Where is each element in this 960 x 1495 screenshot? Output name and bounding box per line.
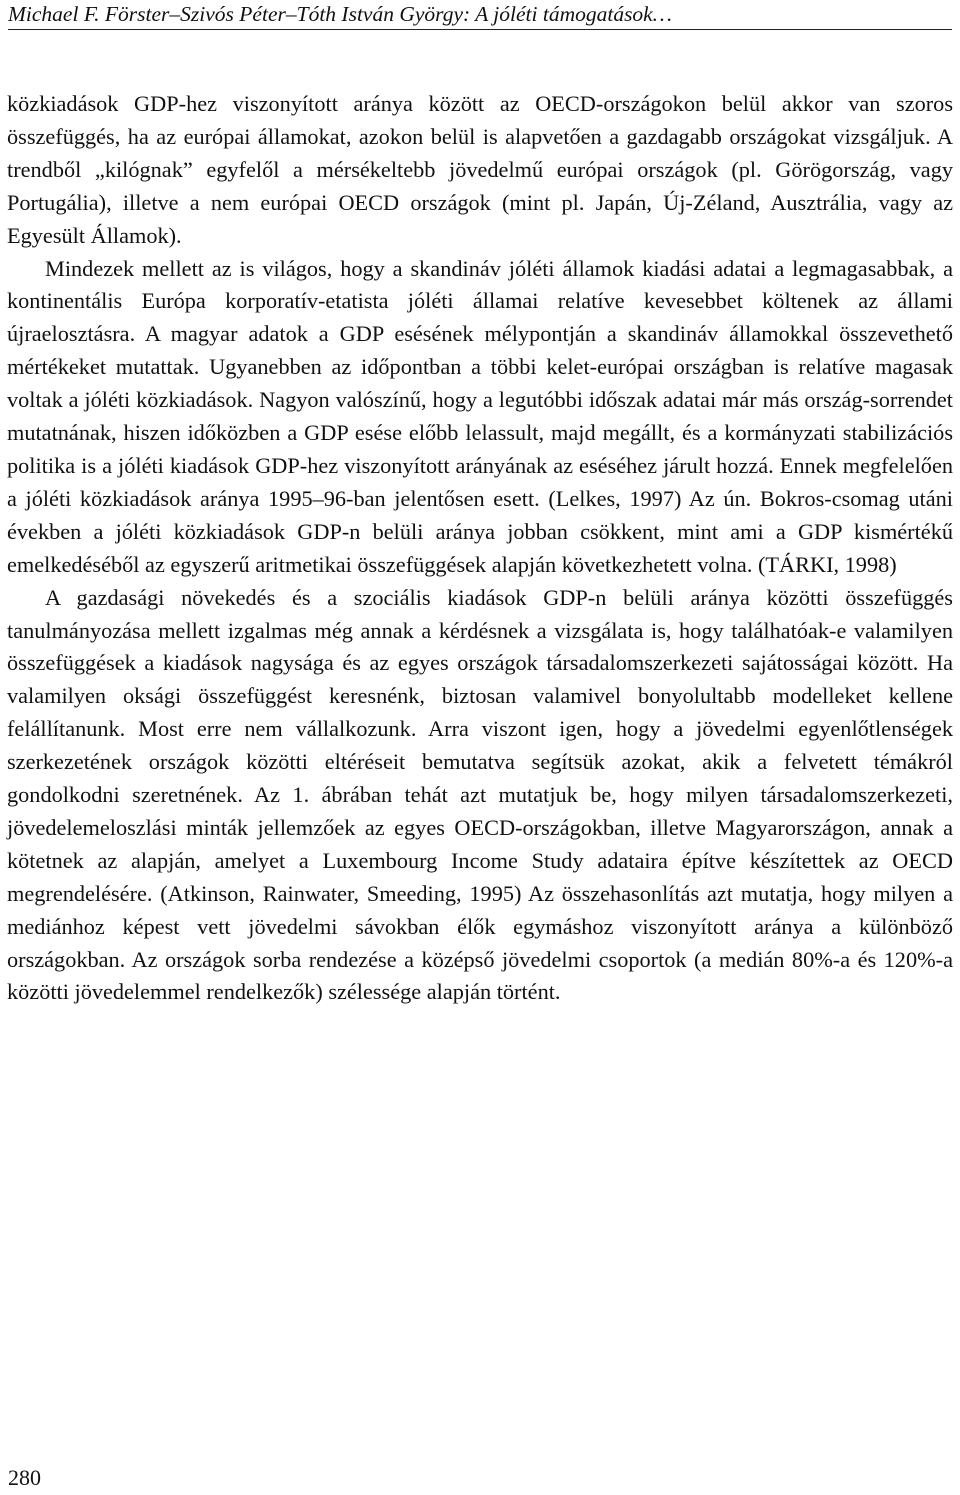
paragraph-3: A gazdasági növekedés és a szociális kiadások GDP-n belüli aránya közötti összefüggés tanulmányozása mellett izgalmas még annak a kérdésnek a vizsgálata is, hogy találhatóak-e valamilyen összefüggések a kiadások nagysága és az egyes országok társadalomszerkezeti sajátosságai között. Ha valamilyen oksági összefüggést keresnénk, biztosan valamivel bonyolultabb modelleket kellene felállítanunk. Most erre nem vállalkozunk. Arra viszont igen, hogy a jövedelmi egyenlőtlenségek szerkezetének országok közötti eltéréseit bemutatva segítsük azokat, akik a felvetett témákról gondolkodni szeretnének. Az 1. ábrában tehát azt mutatjuk be, hogy milyen társadalomszerkezeti, jövedelemeloszlási minták jellemzőek az egyes OECD-országokban, illetve Magyarországon, annak a kötetnek az alapján, amelyet a Luxembourg Income Study adataira építve készítettek az OECD megrendelésére. (Atkinson, Rainwater, Smeeding, 1995) Az összehasonlítás azt mutatja, hogy milyen a mediánhoz képest vett jövedelmi sávokban élők egymáshoz viszonyított aránya a különböző országokban. Az országok sorba rendezése a középső jövedelmi csoportok (a medián 80%-a és 120%-a közötti jövedelemmel rendelkezők) szélessége alapján történt. <box>7 584 953 1005</box>
header-divider <box>8 29 952 30</box>
paragraph-1: közkiadások GDP-hez viszonyított aránya között az OECD-országokon belül akkor van szoros összefüggés, ha az európai államokat, azokon belül is alapvetően a gazdagabb országokat vizsgáljuk. A trendből „kilógnak” egyfelől a mérsékeltebb jövedelmű európai országok (pl. Görögország, vagy Portugália), illetve a nem európai OECD országok (mint pl. Japán, Új-Zéland, Ausztrália, vagy az Egyesült Államok). <box>7 91 953 248</box>
running-header: Michael F. Förster–Szivós Péter–Tóth István György: A jóléti támogatások… <box>8 2 672 26</box>
paragraph-2: Mindezek mellett az is világos, hogy a skandináv jóléti államok kiadási adatai a legmagasabbak, a kontinentális Európa korporatív-etatista jóléti államai relatíve kevesebbet költenek az állami újraelosztásra. A magyar adatok a GDP esésének mélypontján a skandináv államokkal összevethető mértékeket mutattak. Ugyanebben az időpontban a többi kelet-európai országban is relatíve magasak voltak a jóléti közkiadások. Nagyon valószínű, hogy a legutóbbi időszak adatai már más ország-sorrendet mutatnának, hiszen időközben a GDP esése előbb lelassult, majd megállt, és a kormányzati stabilizációs politika is a jóléti kiadások GDP-hez viszonyított arányának az eséséhez járult hozzá. Ennek megfelelően a jóléti közkiadások aránya 1995–96-ban jelentősen esett. (Lelkes, 1997) Az ún. Bokros-csomag utáni években a jóléti közkiadások GDP-n belüli aránya jobban csökkent, mint ami a GDP kismértékű emelkedéséből az egyszerű aritmetikai összefüggések alapján következhetett volna. (TÁRKI, 1998) <box>7 255 953 577</box>
page-number: 280 <box>8 1465 41 1490</box>
body-text <box>7 88 953 1009</box>
